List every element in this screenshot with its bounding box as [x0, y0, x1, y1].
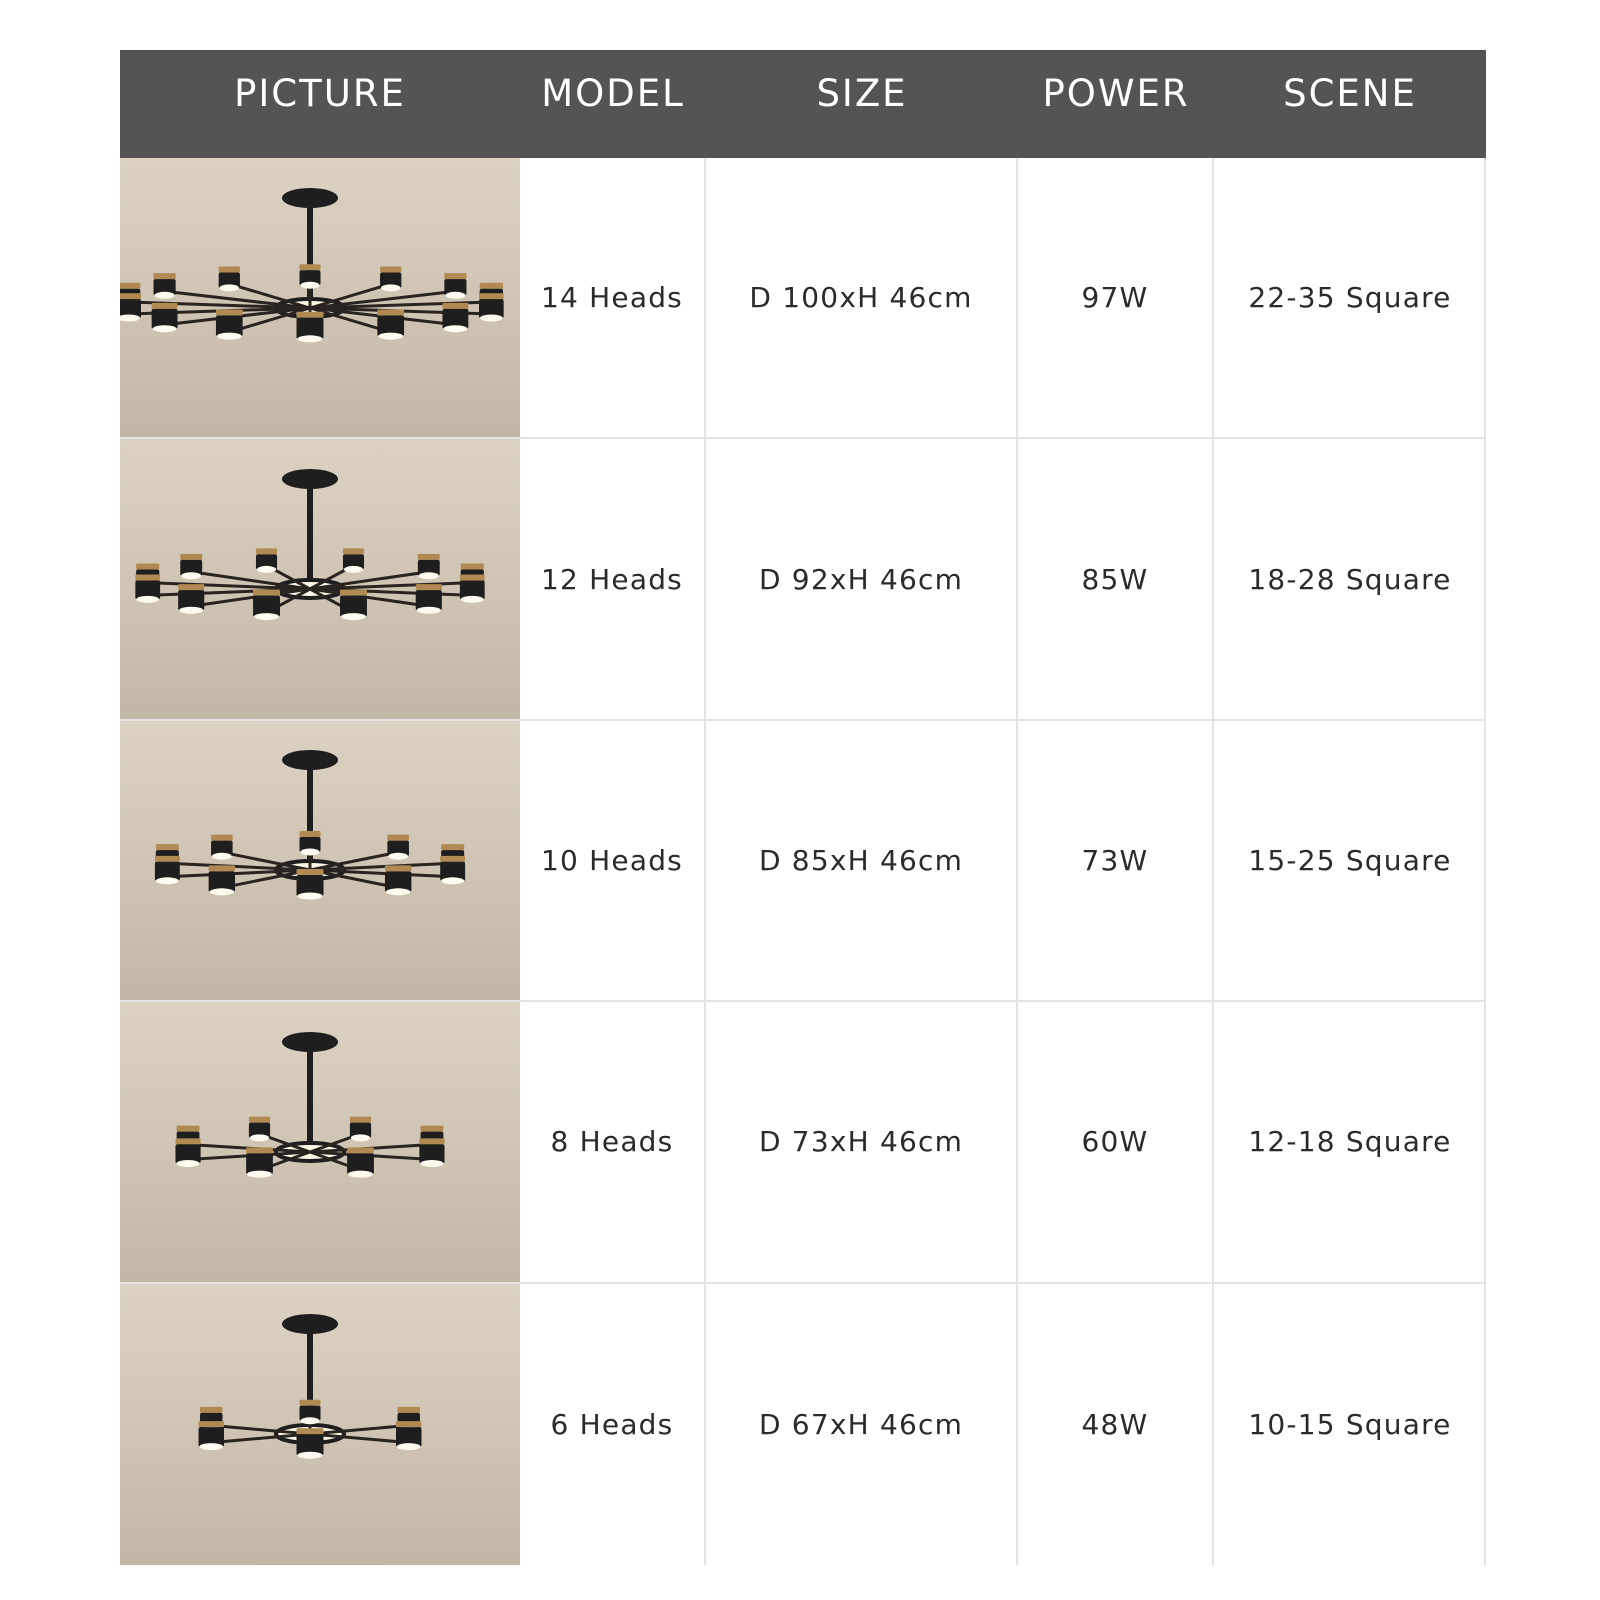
scene-cell: 12-18 Square — [1248, 1125, 1452, 1159]
head-light — [351, 1134, 370, 1141]
head-light — [200, 1443, 224, 1450]
lamp-head — [479, 293, 504, 321]
head-light — [298, 1452, 323, 1459]
head-brass-cap — [441, 845, 464, 851]
head-brass-cap — [200, 1407, 223, 1413]
head-brass-cap — [350, 1117, 371, 1123]
head-light — [386, 889, 410, 896]
head-light — [136, 596, 159, 603]
table-row — [120, 721, 1484, 1002]
head-brass-cap — [377, 309, 404, 315]
head-light — [176, 1160, 199, 1167]
head-light — [247, 1170, 272, 1177]
head-brass-cap — [461, 564, 484, 570]
table-row — [120, 158, 1484, 439]
lamp-head — [418, 554, 440, 579]
head-light — [443, 325, 467, 332]
head-brass-cap — [396, 1421, 422, 1427]
head-light — [344, 566, 363, 573]
lamp-head — [442, 303, 468, 332]
down-rod — [307, 479, 313, 589]
lamp-head — [300, 1400, 321, 1425]
lamp-head — [249, 1117, 270, 1142]
header-scene: SCENE — [1283, 72, 1417, 115]
head-brass-cap — [300, 264, 321, 270]
head-brass-cap — [385, 866, 411, 872]
head-light — [301, 281, 320, 288]
lamp-head — [256, 548, 277, 573]
head-brass-cap — [442, 303, 468, 309]
head-light — [298, 893, 323, 900]
lamp-head — [297, 869, 324, 900]
head-brass-cap — [120, 282, 140, 288]
lamp-head — [340, 590, 367, 620]
lamp-head — [380, 266, 401, 291]
lamp-head — [211, 835, 233, 860]
table-row — [120, 1284, 1484, 1565]
lamp-head — [419, 1138, 444, 1167]
lamp-head — [387, 835, 409, 860]
lamp-head — [155, 856, 180, 884]
head-light — [441, 878, 464, 885]
head-brass-cap — [419, 1138, 444, 1144]
head-brass-cap — [177, 1126, 200, 1132]
power-cell: 60W — [1018, 1002, 1214, 1281]
model-cell: 14 Heads — [520, 158, 706, 437]
head-light — [388, 853, 408, 860]
chandelier-image — [120, 720, 520, 1000]
lamp-head — [460, 575, 485, 603]
model-cell: 6 Heads — [520, 1284, 706, 1565]
head-brass-cap — [460, 575, 485, 581]
head-light — [217, 332, 242, 339]
head-brass-cap — [136, 564, 159, 570]
chandelier-photo — [120, 1002, 520, 1281]
lamp-head — [152, 303, 178, 332]
head-brass-cap — [347, 1147, 374, 1153]
head-light — [153, 325, 177, 332]
table-header — [120, 50, 1486, 158]
head-light — [212, 853, 232, 860]
lamp-head — [300, 831, 321, 856]
lamp-head — [350, 1117, 371, 1142]
lamp-head — [135, 575, 160, 603]
lamp-head — [297, 312, 324, 343]
chandelier-photo — [120, 439, 520, 718]
head-brass-cap — [216, 309, 243, 315]
down-rod — [307, 1042, 313, 1152]
scene-cell: 18-28 Square — [1248, 562, 1452, 596]
head-brass-cap — [156, 845, 179, 851]
lamp-head — [219, 266, 240, 291]
head-light — [378, 332, 403, 339]
chandelier-photo — [120, 1284, 520, 1565]
header-power: POWER — [1042, 72, 1190, 115]
power-cell: 97W — [1018, 158, 1214, 437]
spec-table — [120, 50, 1486, 1565]
head-brass-cap — [155, 856, 180, 862]
lamp-head — [216, 309, 243, 339]
scene-cell: 15-25 Square — [1248, 843, 1452, 877]
head-light — [155, 291, 175, 298]
head-brass-cap — [253, 590, 280, 596]
model-cell: 8 Heads — [520, 1002, 706, 1281]
head-brass-cap — [300, 1400, 321, 1406]
head-brass-cap — [154, 273, 176, 279]
head-light — [257, 566, 276, 573]
lamp-head — [180, 554, 202, 579]
head-brass-cap — [297, 312, 324, 318]
head-light — [301, 849, 320, 856]
table-row — [120, 1002, 1484, 1283]
head-brass-cap — [297, 869, 324, 875]
head-light — [397, 1443, 421, 1450]
head-brass-cap — [479, 293, 504, 299]
lamp-head — [297, 1428, 324, 1459]
head-brass-cap — [397, 1407, 420, 1413]
head-brass-cap — [135, 575, 160, 581]
header-model: MODEL — [541, 72, 685, 115]
head-light — [461, 596, 484, 603]
lamp-head — [444, 273, 466, 299]
head-light — [254, 613, 279, 620]
size-cell: D 92xH 46cm — [706, 439, 1018, 718]
chandelier-image — [120, 158, 520, 438]
lamp-head — [416, 584, 442, 614]
model-cell: 10 Heads — [520, 721, 706, 1000]
head-brass-cap — [387, 835, 409, 841]
head-brass-cap — [440, 856, 465, 862]
power-cell: 73W — [1018, 721, 1214, 1000]
chandelier-image — [120, 439, 520, 719]
size-cell: D 85xH 46cm — [706, 721, 1018, 1000]
head-brass-cap — [418, 554, 440, 560]
head-brass-cap — [343, 548, 364, 554]
head-brass-cap — [209, 866, 235, 872]
head-light — [417, 607, 441, 614]
chandelier-image — [120, 1002, 520, 1282]
lamp-head — [154, 273, 176, 299]
lamp-head — [199, 1421, 225, 1450]
power-cell: 48W — [1018, 1284, 1214, 1565]
lamp-head — [300, 264, 321, 289]
table-body — [120, 158, 1486, 1565]
head-brass-cap — [340, 590, 367, 596]
head-light — [210, 889, 234, 896]
model-cell: 12 Heads — [520, 439, 706, 718]
size-cell: D 67xH 46cm — [706, 1284, 1018, 1565]
head-brass-cap — [246, 1147, 273, 1153]
lamp-head — [178, 584, 204, 614]
head-brass-cap — [175, 1138, 200, 1144]
lamp-head — [377, 309, 404, 339]
size-cell: D 100xH 46cm — [706, 158, 1018, 437]
head-light — [301, 1418, 320, 1425]
lamp-head — [209, 866, 235, 896]
chandelier-photo — [120, 721, 520, 1000]
head-brass-cap — [211, 835, 233, 841]
head-brass-cap — [300, 831, 321, 837]
head-brass-cap — [180, 554, 202, 560]
lamp-head — [246, 1147, 273, 1177]
scene-cell: 22-35 Square — [1248, 281, 1452, 315]
chandelier-image — [120, 1284, 520, 1564]
head-brass-cap — [416, 584, 442, 590]
head-brass-cap — [380, 266, 401, 272]
head-light — [179, 607, 203, 614]
head-brass-cap — [219, 266, 240, 272]
head-light — [250, 1134, 269, 1141]
lamp-head — [175, 1138, 200, 1167]
head-light — [341, 613, 366, 620]
head-brass-cap — [178, 584, 204, 590]
head-light — [181, 572, 201, 579]
head-brass-cap — [199, 1421, 225, 1427]
scene-cell: 10-15 Square — [1248, 1407, 1452, 1441]
head-brass-cap — [152, 303, 178, 309]
head-brass-cap — [256, 548, 277, 554]
header-size: SIZE — [816, 72, 908, 115]
head-light — [420, 1160, 443, 1167]
head-brass-cap — [297, 1428, 324, 1434]
head-light — [298, 335, 323, 342]
head-light — [381, 284, 400, 291]
lamp-head — [347, 1147, 374, 1177]
head-light — [419, 572, 439, 579]
head-brass-cap — [421, 1126, 444, 1132]
lamp-head — [396, 1421, 422, 1450]
lamp-head — [120, 293, 141, 321]
head-brass-cap — [480, 282, 503, 288]
head-brass-cap — [249, 1117, 270, 1123]
head-brass-cap — [444, 273, 466, 279]
head-light — [156, 878, 179, 885]
lamp-head — [440, 856, 465, 884]
head-light — [348, 1170, 373, 1177]
power-cell: 85W — [1018, 439, 1214, 718]
header-picture: PICTURE — [234, 72, 406, 115]
table-row — [120, 439, 1484, 720]
lamp-head — [253, 590, 280, 620]
lamp-head — [385, 866, 411, 896]
head-light — [220, 284, 239, 291]
size-cell: D 73xH 46cm — [706, 1002, 1018, 1281]
head-brass-cap — [120, 293, 141, 299]
lamp-head — [343, 548, 364, 573]
head-light — [445, 291, 465, 298]
head-light — [480, 314, 503, 321]
chandelier-photo — [120, 158, 520, 437]
